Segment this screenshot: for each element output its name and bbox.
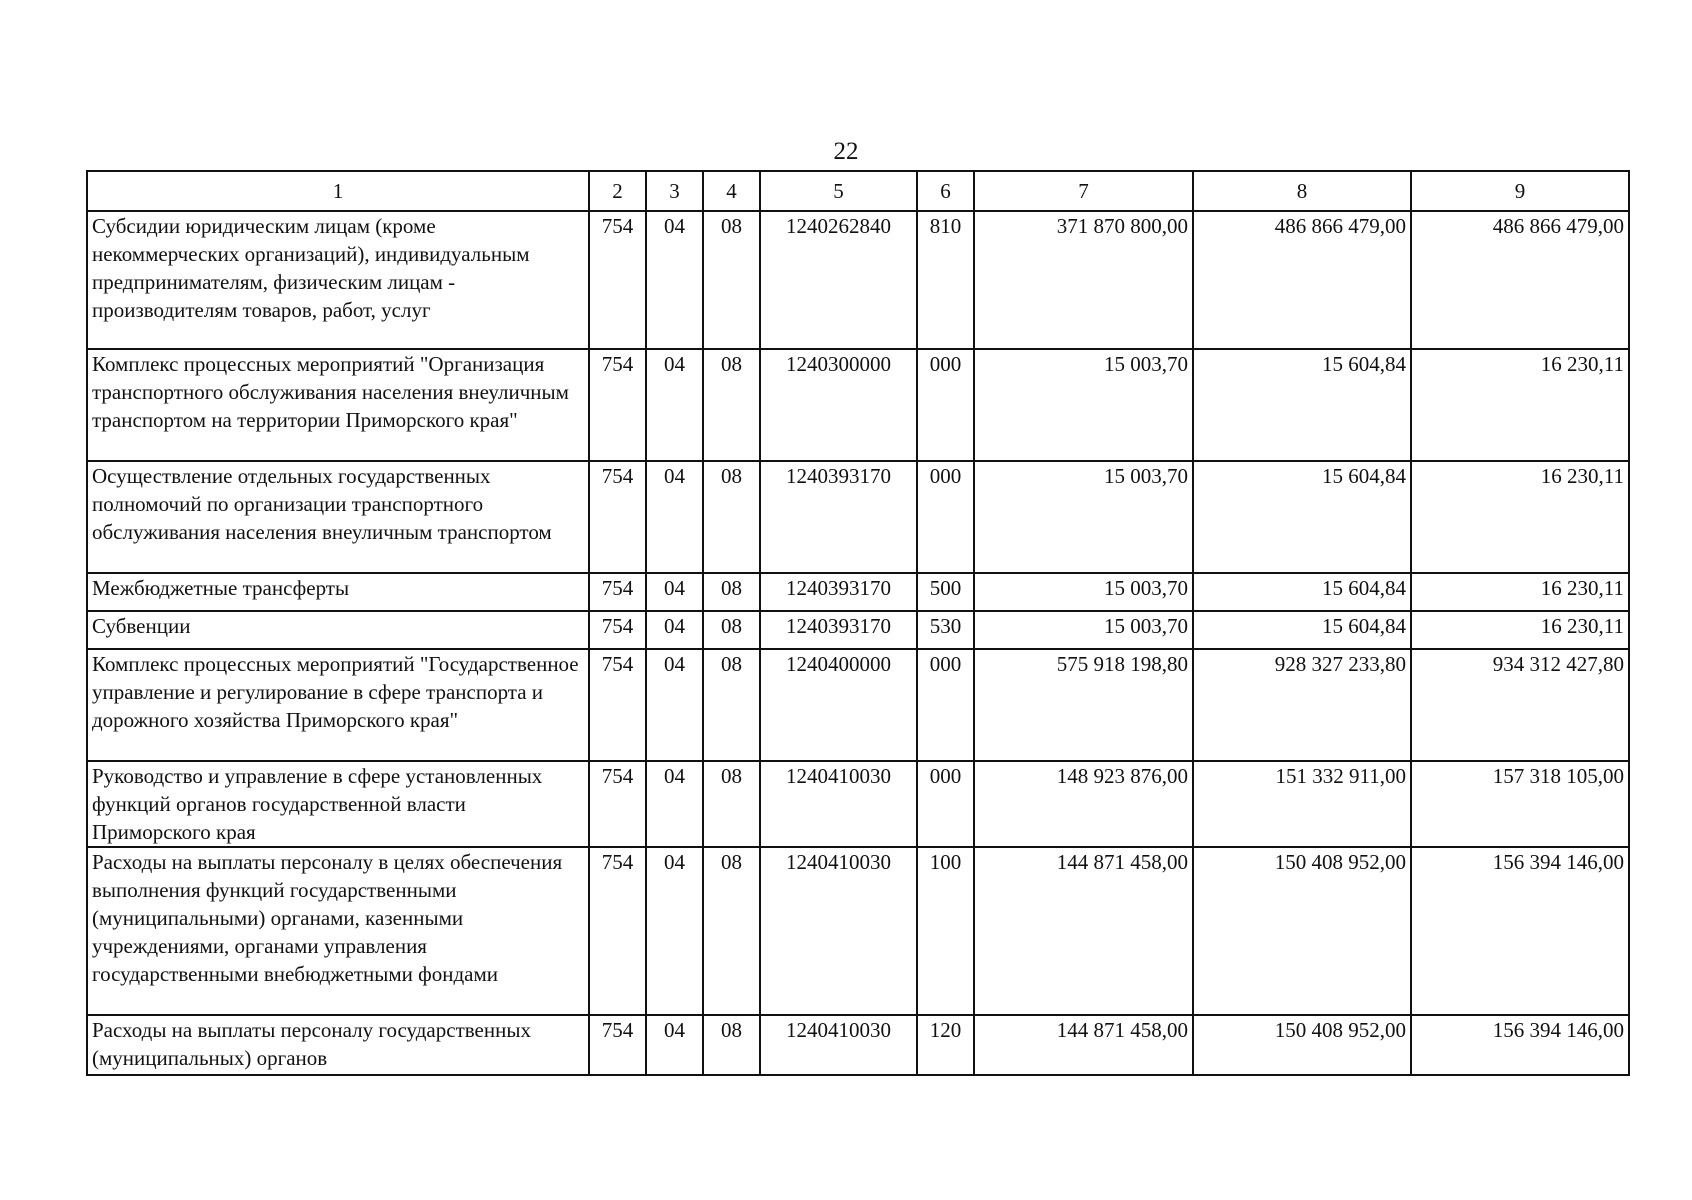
row-code-5-cell: 1240393170: [760, 461, 917, 573]
row-name-cell: Субсидии юридическим лицам (кроме некоммерческих организаций), индивидуальным предпринимателям, физическим лицам - производителям товаров, работ, услуг: [87, 211, 589, 349]
row-code-3-cell: 04: [646, 1015, 703, 1075]
row-name-cell: Комплекс процессных мероприятий "Государственное управление и регулирование в сфере транспорта и дорожного хозяйства Приморского края": [87, 649, 589, 761]
row-amount-7-cell: 575 918 198,80: [974, 649, 1193, 761]
row-amount-9-cell: 157 318 105,00: [1411, 761, 1629, 847]
table-row: [87, 573, 1629, 611]
row-amount-9-cell: 934 312 427,80: [1411, 649, 1629, 761]
row-name-cell: Руководство и управление в сфере установленных функций органов государственной власти Приморского края: [87, 761, 589, 847]
row-name-cell: Расходы на выплаты персоналу в целях обеспечения выполнения функций государственными (муниципальными) органами, казенными учреждениями, органами управления государственными внебюджетными фондами: [87, 847, 589, 1015]
row-code-5-cell: 1240262840: [760, 211, 917, 349]
row-code-3-cell: 04: [646, 349, 703, 461]
row-code-4-cell: 08: [703, 573, 760, 611]
row-amount-7-cell: 15 003,70: [974, 349, 1193, 461]
row-amount-7-cell: 371 870 800,00: [974, 211, 1193, 349]
budget-table: [86, 170, 1630, 1076]
row-code-6-cell: 000: [917, 649, 974, 761]
row-code-2-cell: 754: [589, 761, 646, 847]
column-header-4: 4: [703, 171, 760, 211]
row-name-cell: Межбюджетные трансферты: [87, 573, 589, 611]
row-amount-8-cell: 150 408 952,00: [1193, 847, 1411, 1015]
row-amount-7-cell: 144 871 458,00: [974, 1015, 1193, 1075]
table-body: [87, 211, 1629, 1075]
page-number: 22: [833, 138, 859, 165]
row-amount-9-cell: 16 230,11: [1411, 461, 1629, 573]
row-amount-9-cell: 16 230,11: [1411, 349, 1629, 461]
column-header-3: 3: [646, 171, 703, 211]
row-code-5-cell: 1240410030: [760, 761, 917, 847]
row-code-2-cell: 754: [589, 573, 646, 611]
row-code-4-cell: 08: [703, 1015, 760, 1075]
row-code-5-cell: 1240300000: [760, 349, 917, 461]
row-code-2-cell: 754: [589, 611, 646, 649]
row-code-4-cell: 08: [703, 211, 760, 349]
column-header-1: 1: [87, 171, 589, 211]
table-row: [87, 211, 1629, 349]
table-row: [87, 847, 1629, 1015]
row-amount-7-cell: 148 923 876,00: [974, 761, 1193, 847]
row-code-6-cell: 000: [917, 461, 974, 573]
row-amount-8-cell: 486 866 479,00: [1193, 211, 1411, 349]
row-amount-9-cell: 16 230,11: [1411, 611, 1629, 649]
row-code-6-cell: 530: [917, 611, 974, 649]
row-name-cell: Субвенции: [87, 611, 589, 649]
table-row: [87, 611, 1629, 649]
table-row: [87, 349, 1629, 461]
row-code-6-cell: 100: [917, 847, 974, 1015]
row-code-3-cell: 04: [646, 847, 703, 1015]
row-code-6-cell: 000: [917, 349, 974, 461]
row-code-2-cell: 754: [589, 349, 646, 461]
row-amount-9-cell: 156 394 146,00: [1411, 1015, 1629, 1075]
row-code-3-cell: 04: [646, 211, 703, 349]
row-amount-9-cell: 16 230,11: [1411, 573, 1629, 611]
row-code-6-cell: 120: [917, 1015, 974, 1075]
column-header-8: 8: [1193, 171, 1411, 211]
row-code-4-cell: 08: [703, 461, 760, 573]
row-amount-8-cell: 15 604,84: [1193, 461, 1411, 573]
row-amount-7-cell: 15 003,70: [974, 461, 1193, 573]
row-code-5-cell: 1240410030: [760, 1015, 917, 1075]
row-amount-7-cell: 144 871 458,00: [974, 847, 1193, 1015]
row-amount-8-cell: 15 604,84: [1193, 611, 1411, 649]
row-code-4-cell: 08: [703, 847, 760, 1015]
header-row: [87, 171, 1629, 211]
row-code-6-cell: 000: [917, 761, 974, 847]
row-name-cell: Расходы на выплаты персоналу государственных (муниципальных) органов: [87, 1015, 589, 1075]
column-header-9: 9: [1411, 171, 1629, 211]
table-header: [87, 171, 1629, 211]
table-row: [87, 649, 1629, 761]
row-code-2-cell: 754: [589, 847, 646, 1015]
row-code-4-cell: 08: [703, 611, 760, 649]
row-code-4-cell: 08: [703, 761, 760, 847]
row-amount-9-cell: 156 394 146,00: [1411, 847, 1629, 1015]
row-amount-8-cell: 928 327 233,80: [1193, 649, 1411, 761]
row-code-3-cell: 04: [646, 611, 703, 649]
row-code-5-cell: 1240410030: [760, 847, 917, 1015]
column-header-6: 6: [917, 171, 974, 211]
row-amount-7-cell: 15 003,70: [974, 611, 1193, 649]
row-name-cell: Осуществление отдельных государственных полномочий по организации транспортного обслуживания населения внеуличным транспортом: [87, 461, 589, 573]
row-code-5-cell: 1240393170: [760, 611, 917, 649]
row-code-4-cell: 08: [703, 649, 760, 761]
table-row: [87, 1015, 1629, 1075]
row-code-3-cell: 04: [646, 761, 703, 847]
row-code-3-cell: 04: [646, 573, 703, 611]
row-amount-8-cell: 15 604,84: [1193, 349, 1411, 461]
row-code-2-cell: 754: [589, 461, 646, 573]
row-code-6-cell: 500: [917, 573, 974, 611]
row-code-3-cell: 04: [646, 649, 703, 761]
row-amount-7-cell: 15 003,70: [974, 573, 1193, 611]
table-row: [87, 461, 1629, 573]
table-row: [87, 761, 1629, 847]
row-code-6-cell: 810: [917, 211, 974, 349]
column-header-5: 5: [760, 171, 917, 211]
column-header-2: 2: [589, 171, 646, 211]
column-header-7: 7: [974, 171, 1193, 211]
row-code-2-cell: 754: [589, 1015, 646, 1075]
row-code-2-cell: 754: [589, 211, 646, 349]
row-amount-8-cell: 150 408 952,00: [1193, 1015, 1411, 1075]
row-code-2-cell: 754: [589, 649, 646, 761]
row-code-5-cell: 1240400000: [760, 649, 917, 761]
row-code-5-cell: 1240393170: [760, 573, 917, 611]
row-code-3-cell: 04: [646, 461, 703, 573]
row-name-cell: Комплекс процессных мероприятий "Организация транспортного обслуживания населения внеуличным транспортом на территории Приморского края": [87, 349, 589, 461]
row-code-4-cell: 08: [703, 349, 760, 461]
row-amount-9-cell: 486 866 479,00: [1411, 211, 1629, 349]
row-amount-8-cell: 15 604,84: [1193, 573, 1411, 611]
row-amount-8-cell: 151 332 911,00: [1193, 761, 1411, 847]
